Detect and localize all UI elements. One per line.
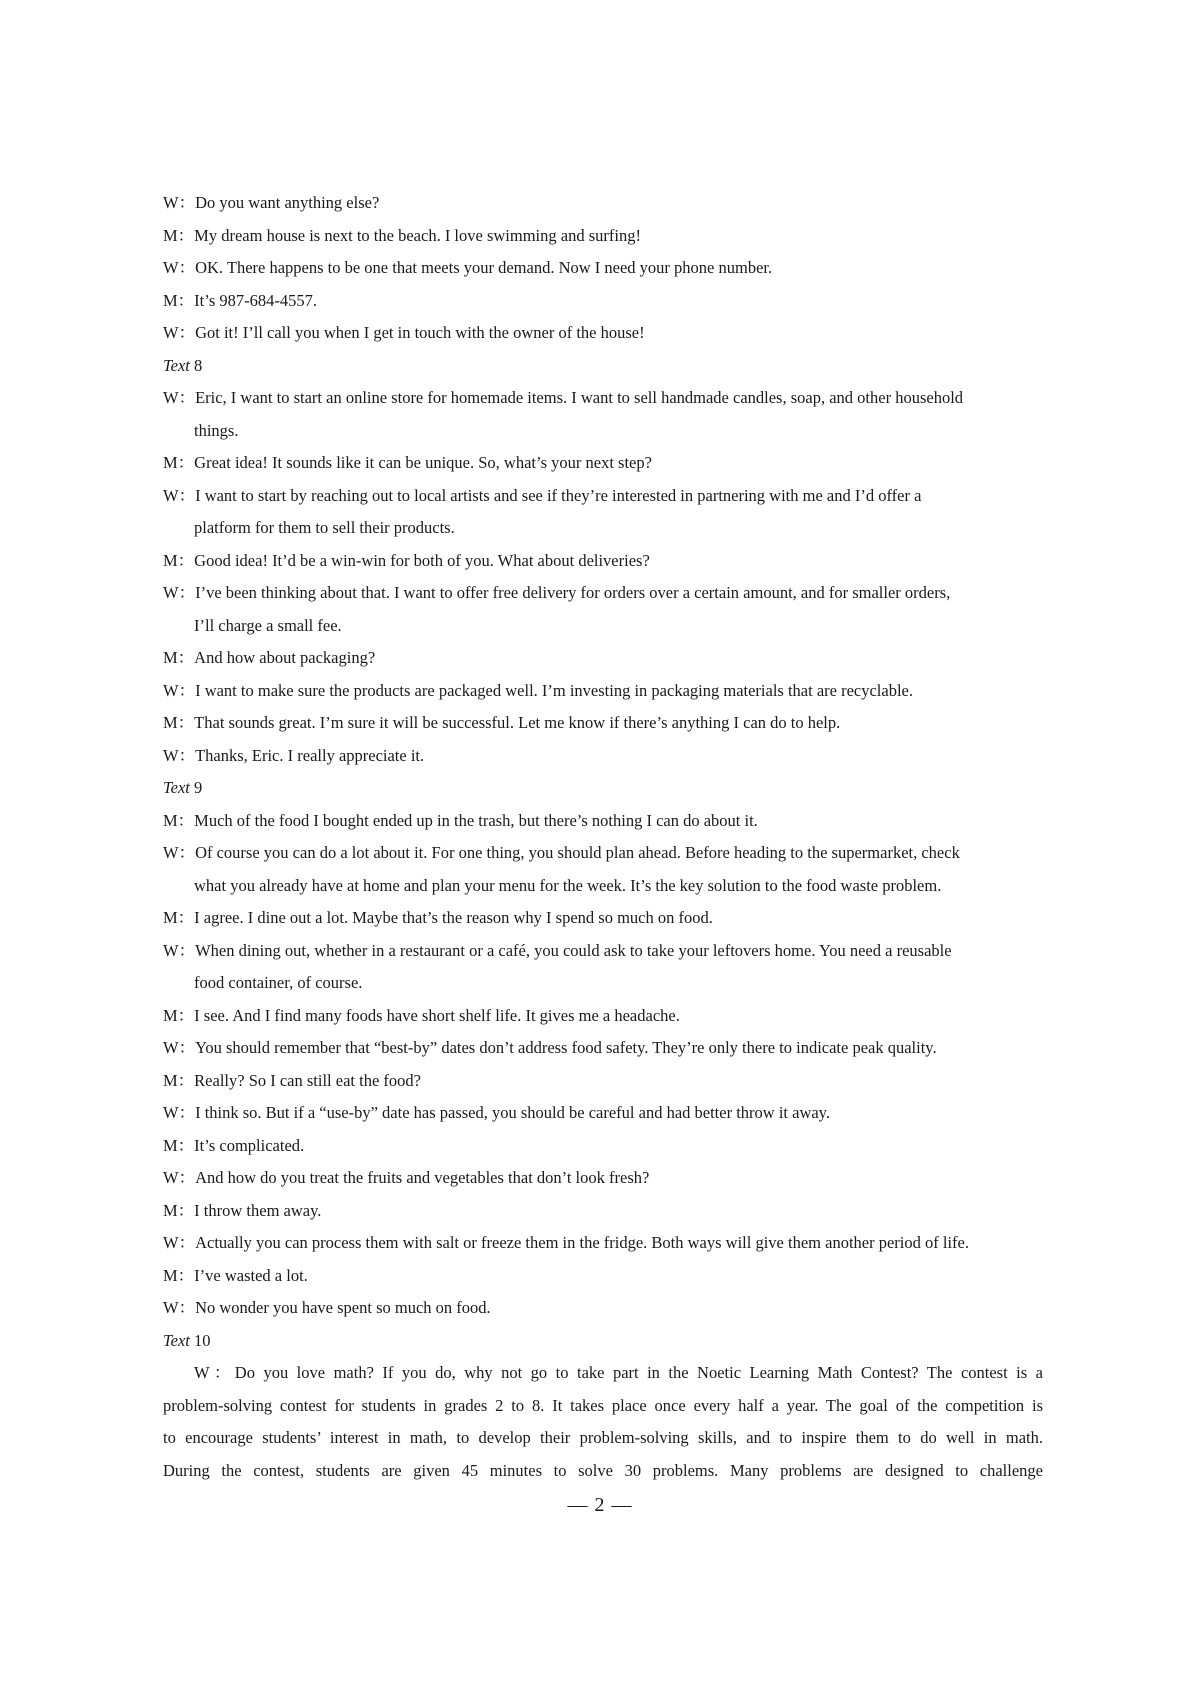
speaker-label: M： xyxy=(163,290,195,310)
section-heading-number: 8 xyxy=(194,355,203,375)
dialogue-line xyxy=(163,837,1043,870)
dialogue-text: I see. And I find many foods have short shelf life. It gives me a headache. xyxy=(194,1005,680,1025)
dialogue-text: Actually you can process them with salt or freeze them in the fridge. Both ways will give them another period of life. xyxy=(195,1233,969,1252)
paragraph-line: During the contest, students are given 45 minutes to solve 30 problems. Many problems are designed to challenge xyxy=(163,1460,1043,1480)
dialogue-text: It’s complicated. xyxy=(194,1135,305,1155)
dialogue-line xyxy=(163,1260,1043,1293)
dialogue-line xyxy=(163,805,1043,838)
dialogue-text: You should remember that “best-by” dates don’t address food safety. They’re only there to indicate peak quality. xyxy=(195,1038,937,1057)
dialogue-text: My dream house is next to the beach. I love swimming and surfing! xyxy=(194,225,641,245)
speaker-label: W： xyxy=(163,193,196,212)
paragraph-line: W：Do you love math? If you do, why not go to take part in the Noetic Learning Math Contest? The contest is a xyxy=(194,1363,1043,1382)
speaker-label: W： xyxy=(163,1038,196,1057)
section-heading-number: 10 xyxy=(194,1330,211,1350)
dialogue-line xyxy=(163,1097,1043,1130)
section-heading-label: Text xyxy=(163,778,190,797)
dialogue-line xyxy=(163,1065,1043,1098)
dialogue-line xyxy=(163,1292,1043,1325)
speaker-label: M： xyxy=(163,1135,195,1155)
dialogue-text: I want to start by reaching out to local artists and see if they’re interested in partnering with me and I’d offer a xyxy=(195,485,922,505)
speaker-label: M： xyxy=(163,1265,195,1285)
dialogue-continuation: things. xyxy=(194,420,239,440)
dialogue-text: Do you want anything else? xyxy=(195,193,380,212)
dialogue-line xyxy=(163,545,1043,578)
speaker-label: M： xyxy=(163,225,195,245)
dialogue-text: I think so. But if a “use-by” date has passed, you should be careful and had better throw it away. xyxy=(195,1103,830,1122)
dialogue-text: Great idea! It sounds like it can be unique. So, what’s your next step? xyxy=(194,453,652,472)
speaker-label: M： xyxy=(163,550,195,570)
speaker-label: W： xyxy=(163,940,196,960)
dialogue-text: Really? So I can still eat the food? xyxy=(194,1070,421,1090)
speaker-label: W： xyxy=(163,1233,196,1252)
dialogue-text: I throw them away. xyxy=(194,1200,322,1220)
dialogue-text: When dining out, whether in a restaurant or a café, you could ask to take your leftovers home. You need a reusable xyxy=(195,940,952,960)
speaker-label: M： xyxy=(163,1200,195,1220)
dialogue-continuation: what you already have at home and plan your menu for the week. It’s the key solution to the food waste problem. xyxy=(194,875,942,895)
dialogue-line xyxy=(163,480,1043,513)
speaker-label: W： xyxy=(163,843,196,862)
dialogue-text: No wonder you have spent so much on food. xyxy=(195,1298,491,1317)
dialogue-text: Much of the food I bought ended up in the trash, but there’s nothing I can do about it. xyxy=(194,810,758,830)
dialogue-line xyxy=(163,740,1043,773)
speaker-label: W： xyxy=(163,388,196,407)
speaker-label: M： xyxy=(163,713,195,732)
page-number: — 2 — xyxy=(567,1494,633,1516)
dialogue-line xyxy=(163,1227,1043,1260)
dialogue-line xyxy=(163,382,1043,415)
dialogue-line xyxy=(163,447,1043,480)
section-heading-label: Text xyxy=(163,1330,190,1350)
dialogue-text: Of course you can do a lot about it. For one thing, you should plan ahead. Before heading to the supermarket, check xyxy=(195,843,960,862)
dialogue-text: It’s 987-684-4557. xyxy=(194,290,317,310)
dialogue-text: I want to make sure the products are packaged well. I’m investing in packaging materials that are recyclable. xyxy=(195,680,913,700)
dialogue-text-9 xyxy=(163,805,1043,1325)
dialogue-text: I’ve been thinking about that. I want to offer free delivery for orders over a certain amount, and for smaller orders, xyxy=(195,583,951,602)
dialogue-continuation: I’ll charge a small fee. xyxy=(194,615,342,635)
dialogue-line xyxy=(163,252,1043,285)
section-heading-text-10 xyxy=(163,1325,1043,1358)
speaker-label: W： xyxy=(163,485,196,505)
dialogue-text: Eric, I want to start an online store for homemade items. I want to sell handmade candles, soap, and other household xyxy=(195,388,964,407)
speaker-label: W： xyxy=(163,745,196,765)
section-heading-number: 9 xyxy=(194,778,203,797)
dialogue-text: Thanks, Eric. I really appreciate it. xyxy=(195,745,425,765)
speaker-label: M： xyxy=(163,453,195,472)
paragraph-line: to encourage students’ interest in math, to develop their problem-solving skills, and to inspire them to do well in math. xyxy=(163,1428,1043,1447)
speaker-label: W： xyxy=(163,1103,196,1122)
dialogue-line xyxy=(163,317,1043,350)
paragraph-line: problem-solving contest for students in grades 2 to 8. It takes place once every half a year. The goal of the competition is xyxy=(163,1395,1043,1415)
transcript-body xyxy=(163,187,1043,1487)
dialogue-text: I agree. I dine out a lot. Maybe that’s the reason why I spend so much on food. xyxy=(194,908,713,927)
speaker-label: W： xyxy=(163,583,196,602)
speaker-label: M： xyxy=(163,648,195,667)
dialogue-line xyxy=(163,707,1043,740)
dialogue-continuation: platform for them to sell their products. xyxy=(194,518,455,537)
monologue-paragraph xyxy=(163,1357,1043,1487)
dialogue-line xyxy=(163,577,1043,610)
dialogue-text: I’ve wasted a lot. xyxy=(194,1265,308,1285)
dialogue-line xyxy=(163,675,1043,708)
dialogue-line xyxy=(163,187,1043,220)
section-heading-text-9 xyxy=(163,772,1043,805)
dialogue-text: And how do you treat the fruits and vegetables that don’t look fresh? xyxy=(195,1168,650,1187)
speaker-label: M： xyxy=(163,908,195,927)
speaker-label: W： xyxy=(163,323,196,342)
dialogue-continuation: food container, of course. xyxy=(194,973,363,992)
speaker-label: W： xyxy=(163,258,196,277)
dialogue-text: That sounds great. I’m sure it will be successful. Let me know if there’s anything I can do to help. xyxy=(194,713,841,732)
speaker-label: M： xyxy=(163,1005,195,1025)
dialogue-text: OK. There happens to be one that meets your demand. Now I need your phone number. xyxy=(195,258,773,277)
dialogue-line xyxy=(163,1000,1043,1033)
section-heading-label: Text xyxy=(163,355,190,375)
dialogue-line xyxy=(163,1195,1043,1228)
dialogue-text: And how about packaging? xyxy=(194,648,376,667)
speaker-label: W： xyxy=(163,1168,196,1187)
speaker-label: M： xyxy=(163,810,195,830)
speaker-label: W： xyxy=(163,1298,196,1317)
speaker-label: W： xyxy=(163,680,196,700)
dialogue-text: Got it! I’ll call you when I get in touch with the owner of the house! xyxy=(195,323,645,342)
dialogue-line xyxy=(163,1130,1043,1163)
section-heading-text-8 xyxy=(163,350,1043,383)
dialogue-line xyxy=(163,1162,1043,1195)
dialogue-line xyxy=(163,642,1043,675)
dialogue-line xyxy=(163,285,1043,318)
dialogue-line xyxy=(163,1032,1043,1065)
dialogue-text: Good idea! It’d be a win-win for both of you. What about deliveries? xyxy=(194,550,650,570)
dialogue-line xyxy=(163,935,1043,968)
dialogue-text-8 xyxy=(163,382,1043,772)
speaker-label: M： xyxy=(163,1070,195,1090)
dialogue-line xyxy=(163,220,1043,253)
dialogue-line xyxy=(163,902,1043,935)
